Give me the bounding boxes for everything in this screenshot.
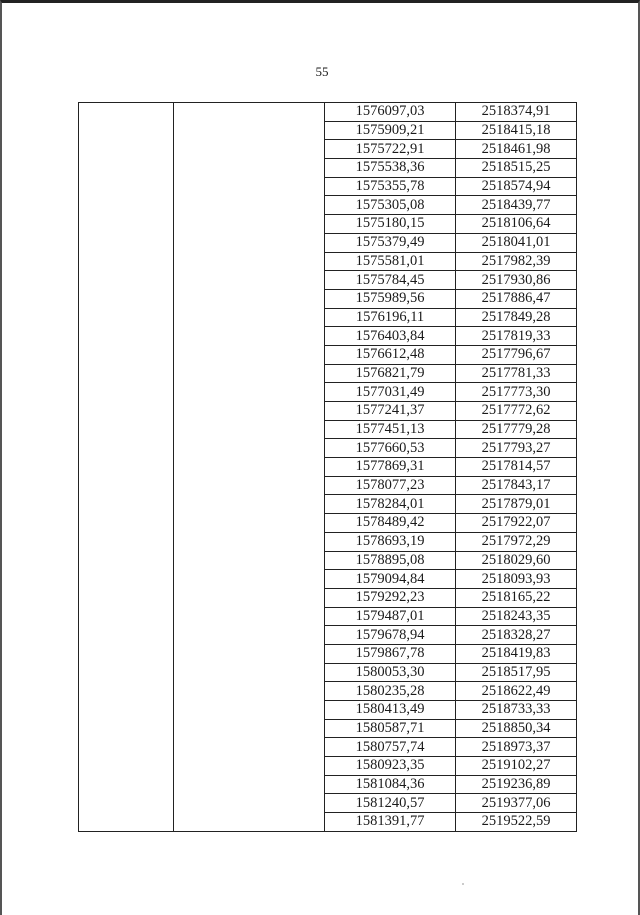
x-coordinate-cell: 1577660,53: [325, 439, 456, 458]
y-coordinate-cell: 2518243,35: [456, 607, 577, 626]
x-coordinate-cell: 1575180,15: [325, 215, 456, 234]
x-coordinate-cell: 1578284,01: [325, 495, 456, 514]
x-coordinate-cell: 1579292,23: [325, 588, 456, 607]
empty-merged-cell: [174, 103, 325, 832]
x-coordinate-cell: 1580757,74: [325, 738, 456, 757]
y-coordinate-cell: 2517930,86: [456, 271, 577, 290]
x-coordinate-cell: 1575355,78: [325, 177, 456, 196]
x-coordinate-cell: 1579094,84: [325, 570, 456, 589]
y-coordinate-cell: 2517843,17: [456, 476, 577, 495]
x-coordinate-cell: 1578693,19: [325, 532, 456, 551]
coordinates-table: [78, 102, 577, 832]
x-coordinate-cell: 1579487,01: [325, 607, 456, 626]
y-coordinate-cell: 2518574,94: [456, 177, 577, 196]
x-coordinate-cell: 1576821,79: [325, 364, 456, 383]
y-coordinate-cell: 2518328,27: [456, 626, 577, 645]
y-coordinate-cell: 2517922,07: [456, 514, 577, 533]
x-coordinate-cell: 1578489,42: [325, 514, 456, 533]
x-coordinate-cell: 1577869,31: [325, 458, 456, 477]
x-coordinate-cell: 1575581,01: [325, 252, 456, 271]
y-coordinate-cell: 2518973,37: [456, 738, 577, 757]
y-coordinate-cell: 2518041,01: [456, 233, 577, 252]
x-coordinate-cell: 1576097,03: [325, 103, 456, 122]
x-coordinate-cell: 1580923,35: [325, 757, 456, 776]
y-coordinate-cell: 2519522,59: [456, 813, 577, 832]
x-coordinate-cell: 1581240,57: [325, 794, 456, 813]
y-coordinate-cell: 2517886,47: [456, 289, 577, 308]
x-coordinate-cell: 1581084,36: [325, 775, 456, 794]
y-coordinate-cell: 2518515,25: [456, 159, 577, 178]
empty-merged-cell: [79, 103, 174, 832]
y-coordinate-cell: 2518165,22: [456, 588, 577, 607]
x-coordinate-cell: 1575722,91: [325, 140, 456, 159]
y-coordinate-cell: 2518093,93: [456, 570, 577, 589]
x-coordinate-cell: 1576612,48: [325, 345, 456, 364]
y-coordinate-cell: 2517819,33: [456, 327, 577, 346]
y-coordinate-cell: 2519236,89: [456, 775, 577, 794]
x-coordinate-cell: 1580053,30: [325, 663, 456, 682]
y-coordinate-cell: 2517773,30: [456, 383, 577, 402]
x-coordinate-cell: 1578895,08: [325, 551, 456, 570]
y-coordinate-cell: 2518415,18: [456, 121, 577, 140]
y-coordinate-cell: 2517849,28: [456, 308, 577, 327]
y-coordinate-cell: 2517772,62: [456, 402, 577, 421]
x-coordinate-cell: 1576403,84: [325, 327, 456, 346]
table-row: [79, 103, 577, 122]
x-coordinate-cell: 1575989,56: [325, 289, 456, 308]
x-coordinate-cell: 1577031,49: [325, 383, 456, 402]
y-coordinate-cell: 2519102,27: [456, 757, 577, 776]
x-coordinate-cell: 1575909,21: [325, 121, 456, 140]
x-coordinate-cell: 1580413,49: [325, 701, 456, 720]
page-number: 55: [315, 64, 329, 79]
coordinates-table-body: [79, 103, 577, 832]
x-coordinate-cell: 1578077,23: [325, 476, 456, 495]
y-coordinate-cell: 2518517,95: [456, 663, 577, 682]
x-coordinate-cell: 1579678,94: [325, 626, 456, 645]
x-coordinate-cell: 1581391,77: [325, 813, 456, 832]
x-coordinate-cell: 1579867,78: [325, 644, 456, 663]
y-coordinate-cell: 2517982,39: [456, 252, 577, 271]
y-coordinate-cell: 2517814,57: [456, 458, 577, 477]
y-coordinate-cell: 2518419,83: [456, 644, 577, 663]
y-coordinate-cell: 2517779,28: [456, 420, 577, 439]
y-coordinate-cell: 2518733,33: [456, 701, 577, 720]
y-coordinate-cell: 2517796,67: [456, 345, 577, 364]
y-coordinate-cell: 2517793,27: [456, 439, 577, 458]
y-coordinate-cell: 2518029,60: [456, 551, 577, 570]
x-coordinate-cell: 1580587,71: [325, 719, 456, 738]
x-coordinate-cell: 1577451,13: [325, 420, 456, 439]
y-coordinate-cell: 2517879,01: [456, 495, 577, 514]
x-coordinate-cell: 1575538,36: [325, 159, 456, 178]
y-coordinate-cell: 2518850,34: [456, 719, 577, 738]
y-coordinate-cell: 2517781,33: [456, 364, 577, 383]
x-coordinate-cell: 1576196,11: [325, 308, 456, 327]
x-coordinate-cell: 1575379,49: [325, 233, 456, 252]
y-coordinate-cell: 2518461,98: [456, 140, 577, 159]
y-coordinate-cell: 2518106,64: [456, 215, 577, 234]
y-coordinate-cell: 2517972,29: [456, 532, 577, 551]
x-coordinate-cell: 1580235,28: [325, 682, 456, 701]
x-coordinate-cell: 1575784,45: [325, 271, 456, 290]
y-coordinate-cell: 2518439,77: [456, 196, 577, 215]
y-coordinate-cell: 2518622,49: [456, 682, 577, 701]
scan-speck: [462, 883, 464, 885]
y-coordinate-cell: 2518374,91: [456, 103, 577, 122]
x-coordinate-cell: 1575305,08: [325, 196, 456, 215]
x-coordinate-cell: 1577241,37: [325, 402, 456, 421]
y-coordinate-cell: 2519377,06: [456, 794, 577, 813]
